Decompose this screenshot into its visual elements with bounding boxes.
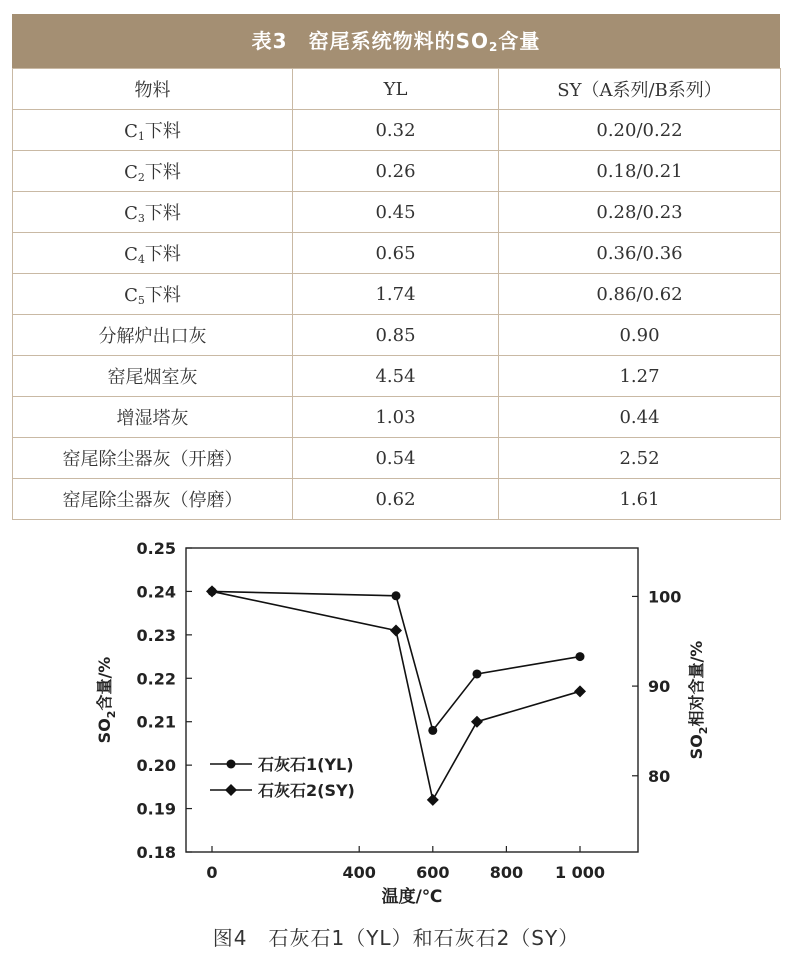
y-left-tick-label: 0.24 [136, 582, 176, 602]
legend-label: 石灰石2(SY) [258, 781, 355, 800]
table-row [13, 356, 781, 397]
table-header-row [13, 69, 781, 110]
header-material: 物料 [13, 69, 293, 110]
cell-material: $C_3$下料 [13, 192, 293, 233]
y-left-tick-label: 0.23 [136, 625, 176, 645]
cell-material: 增湿塔灰 [13, 397, 293, 438]
data-point-series-1 [576, 652, 585, 661]
table-title-subscript: 2 [488, 40, 499, 54]
y-left-tick-label: 0.20 [136, 756, 176, 776]
line-chart [0, 520, 792, 920]
y-right-tick-label: 90 [648, 677, 671, 697]
y-left-tick-label: 0.18 [136, 843, 176, 862]
table-row [13, 151, 781, 192]
figure-4-chart [0, 520, 792, 920]
table-row [13, 315, 781, 356]
table-3 [12, 14, 780, 520]
cell-yl: 1.03 [293, 397, 499, 438]
plot-frame [186, 548, 638, 852]
cell-sy: 0.20/0.22 [499, 110, 781, 151]
cell-yl: 0.62 [293, 479, 499, 520]
x-axis-label: 温度/℃ [381, 887, 443, 907]
cell-material: 窑尾除尘器灰（停磨） [13, 479, 293, 520]
table-row [13, 479, 781, 520]
table-row [13, 397, 781, 438]
cell-yl: 0.26 [293, 151, 499, 192]
y-left-label-post: 含量/% [95, 656, 114, 711]
cell-sy: 0.44 [499, 397, 781, 438]
cell-yl: 4.54 [293, 356, 499, 397]
cell-sy: 0.86/0.62 [499, 274, 781, 315]
cell-sy: 0.28/0.23 [499, 192, 781, 233]
y-right-tick-label: 100 [648, 587, 682, 607]
table-title [12, 14, 780, 68]
header-yl: YL [293, 69, 499, 110]
data-point-series-2 [471, 716, 483, 728]
legend-marker [227, 760, 236, 769]
cell-sy: 1.61 [499, 479, 781, 520]
cell-yl: 1.74 [293, 274, 499, 315]
y-left-label-pre: SO [95, 718, 114, 744]
y-left-label-sub: 2 [105, 710, 118, 719]
y-left-tick-label: 0.25 [136, 539, 176, 558]
cell-material: $C_4$下料 [13, 233, 293, 274]
y-right-label-post: 相对含量/% [687, 640, 706, 727]
table-title-text-end: 含量 [498, 29, 541, 53]
cell-material: $C_1$下料 [13, 110, 293, 151]
cell-yl: 0.85 [293, 315, 499, 356]
y-left-tick-label: 0.19 [136, 799, 176, 819]
cell-material: 窑尾除尘器灰（开磨） [13, 438, 293, 479]
cell-yl: 0.32 [293, 110, 499, 151]
table-row [13, 110, 781, 151]
y-axis-left-label [95, 657, 118, 744]
cell-material: $C_5$下料 [13, 274, 293, 315]
y-axis-right-label [687, 641, 710, 760]
so2-content-table [12, 68, 781, 520]
x-tick-label: 600 [416, 863, 450, 882]
cell-sy: 0.90 [499, 315, 781, 356]
cell-sy: 0.36/0.36 [499, 233, 781, 274]
series-line-1 [212, 591, 580, 730]
cell-sy: 2.52 [499, 438, 781, 479]
table-row [13, 233, 781, 274]
table-row [13, 192, 781, 233]
cell-sy: 1.27 [499, 356, 781, 397]
data-point-series-1 [428, 726, 437, 735]
cell-yl: 0.54 [293, 438, 499, 479]
y-right-label-pre: SO [687, 734, 706, 760]
cell-material: $C_2$下料 [13, 151, 293, 192]
table-row [13, 274, 781, 315]
y-left-tick-label: 0.21 [136, 712, 176, 732]
legend-marker [225, 784, 237, 796]
legend [210, 755, 355, 800]
x-tick-label: 0 [206, 863, 218, 882]
y-left-tick-label: 0.22 [136, 669, 176, 689]
data-point-series-2 [206, 585, 218, 597]
table-row [13, 438, 781, 479]
table-title-text: 表3 窑尾系统物料的SO [251, 29, 489, 53]
data-point-series-2 [574, 685, 586, 697]
y-right-tick-label: 80 [648, 766, 671, 786]
legend-label: 石灰石1(YL) [258, 755, 354, 774]
cell-yl: 0.65 [293, 233, 499, 274]
data-point-series-1 [472, 669, 481, 678]
header-sy: SY（A系列/B系列） [499, 69, 781, 110]
x-tick-label: 1 000 [554, 863, 606, 882]
data-point-series-2 [390, 625, 402, 637]
cell-yl: 0.45 [293, 192, 499, 233]
x-tick-label: 400 [342, 863, 376, 882]
cell-material: 分解炉出口灰 [13, 315, 293, 356]
data-point-series-1 [392, 591, 401, 600]
y-right-label-sub: 2 [697, 726, 710, 735]
data-point-series-2 [427, 794, 439, 806]
cell-sy: 0.18/0.21 [499, 151, 781, 192]
cell-material: 窑尾烟室灰 [13, 356, 293, 397]
x-tick-label: 800 [489, 863, 524, 882]
figure-caption: 图4 石灰石1（YL）和石灰石2（SY） [212, 926, 580, 950]
